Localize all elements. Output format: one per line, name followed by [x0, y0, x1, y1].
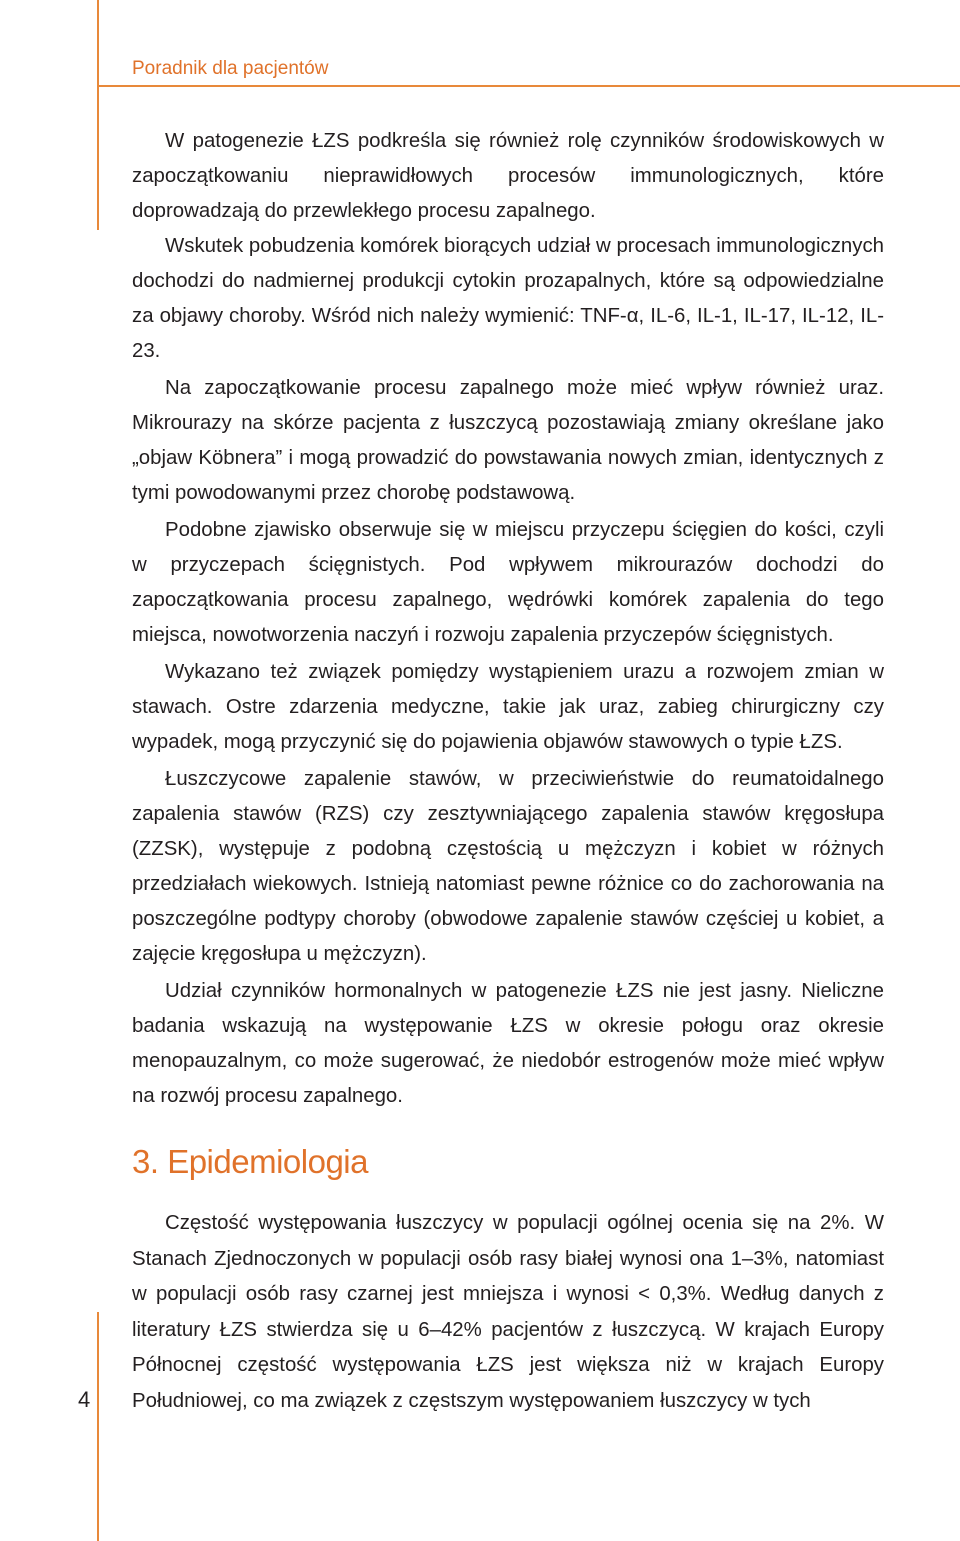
paragraph: Wykazano też związek pomiędzy wystąpieniem urazu a rozwojem zmian w stawach. Ostre zdarzenia medyczne, takie jak uraz, zabieg chirurgiczny czy wypadek, mogą przyczynić się do pojawienia objawów stawowych o typie ŁZS.	[132, 661, 884, 753]
section-heading: 3. Epidemiologia	[132, 1143, 368, 1180]
running-header: Poradnik dla pacjentów	[132, 58, 329, 79]
page-number: 4	[78, 1387, 91, 1412]
paragraph: Podobne zjawisko obserwuje się w miejscu przyczepu ścięgien do kości, czyli w przyczepach ścięgnistych. Pod wpływem mikrourazów dochodzi do zapoczątkowania procesu zapalnego, wędrówki komórek zapalenia do tego miejsca, nowotworzenia naczyń i rozwoju zapalenia przyczepów ścięgnistych.	[132, 519, 884, 646]
paragraph: Łuszczycowe zapalenie stawów, w przeciwieństwie do reumatoidalnego zapalenia stawów (RZS) czy zesztywniającego zapalenia stawów kręgosłupa (ZZSK), występuje z podobną częstością u mężczyzn i kobiet w różnych przedziałach wiekowych. Istnieją natomiast pewne różnice co do zachorowania na poszczególne podtypy choroby (obwodowe zapalenie stawów częściej u kobiet, a zajęcie kręgosłupa u mężczyzn).	[132, 768, 884, 965]
paragraph: Na zapoczątkowanie procesu zapalnego może mieć wpływ również uraz. Mikrourazy na skórze pacjenta z łuszczycą pozostawiają zmiany określane jako „objaw Köbnera” i mogą prowadzić do powstawania nowych zmian, identycznych z tymi powodowanymi przez chorobę podstawową.	[132, 377, 884, 504]
paragraph: Częstość występowania łuszczycy w populacji ogólnej ocenia się na 2%. W Stanach Zjednoczonych w populacji osób rasy białej wynosi ona 1–3%, natomiast w populacji osób rasy czarnej jest mniejsza i wynosi < 0,3%. Według danych z literatury ŁZS stwierdza się u 6–42% pacjentów z łuszczycą. W krajach Europy Północnej częstość występowania ŁZS jest większa niż w krajach Europy Południowej, co ma związek z częstszym występowaniem łuszczycy w tych	[132, 1212, 884, 1412]
paragraph: Udział czynników hormonalnych w patogenezie ŁZS nie jest jasny. Nieliczne badania wskazują na występowanie ŁZS w okresie połogu oraz okresie menopauzalnym, co może sugerować, że niedobór estrogenów może mieć wpływ na rozwój procesu zapalnego.	[132, 980, 884, 1107]
paragraph: W patogenezie ŁZS podkreśla się również rolę czynników środowiskowych w zapoczątkowaniu nieprawidłowych procesów immunologicznych, które doprowadzają do przewlekłego procesu zapalnego.	[132, 130, 884, 222]
header-rule	[97, 85, 960, 87]
body-text	[132, 124, 884, 1114]
section-body-text	[132, 1206, 884, 1419]
margin-rule-bottom	[97, 1312, 99, 1541]
paragraph: Wskutek pobudzenia komórek biorących udział w procesach immunologicznych dochodzi do nadmiernej produkcji cytokin prozapalnych, które są odpowiedzialne za objawy choroby. Wśród nich należy wymienić: TNF-α, IL-6, IL-1, IL-17, IL-12, IL-23.	[132, 235, 884, 362]
margin-rule-top	[97, 0, 99, 230]
